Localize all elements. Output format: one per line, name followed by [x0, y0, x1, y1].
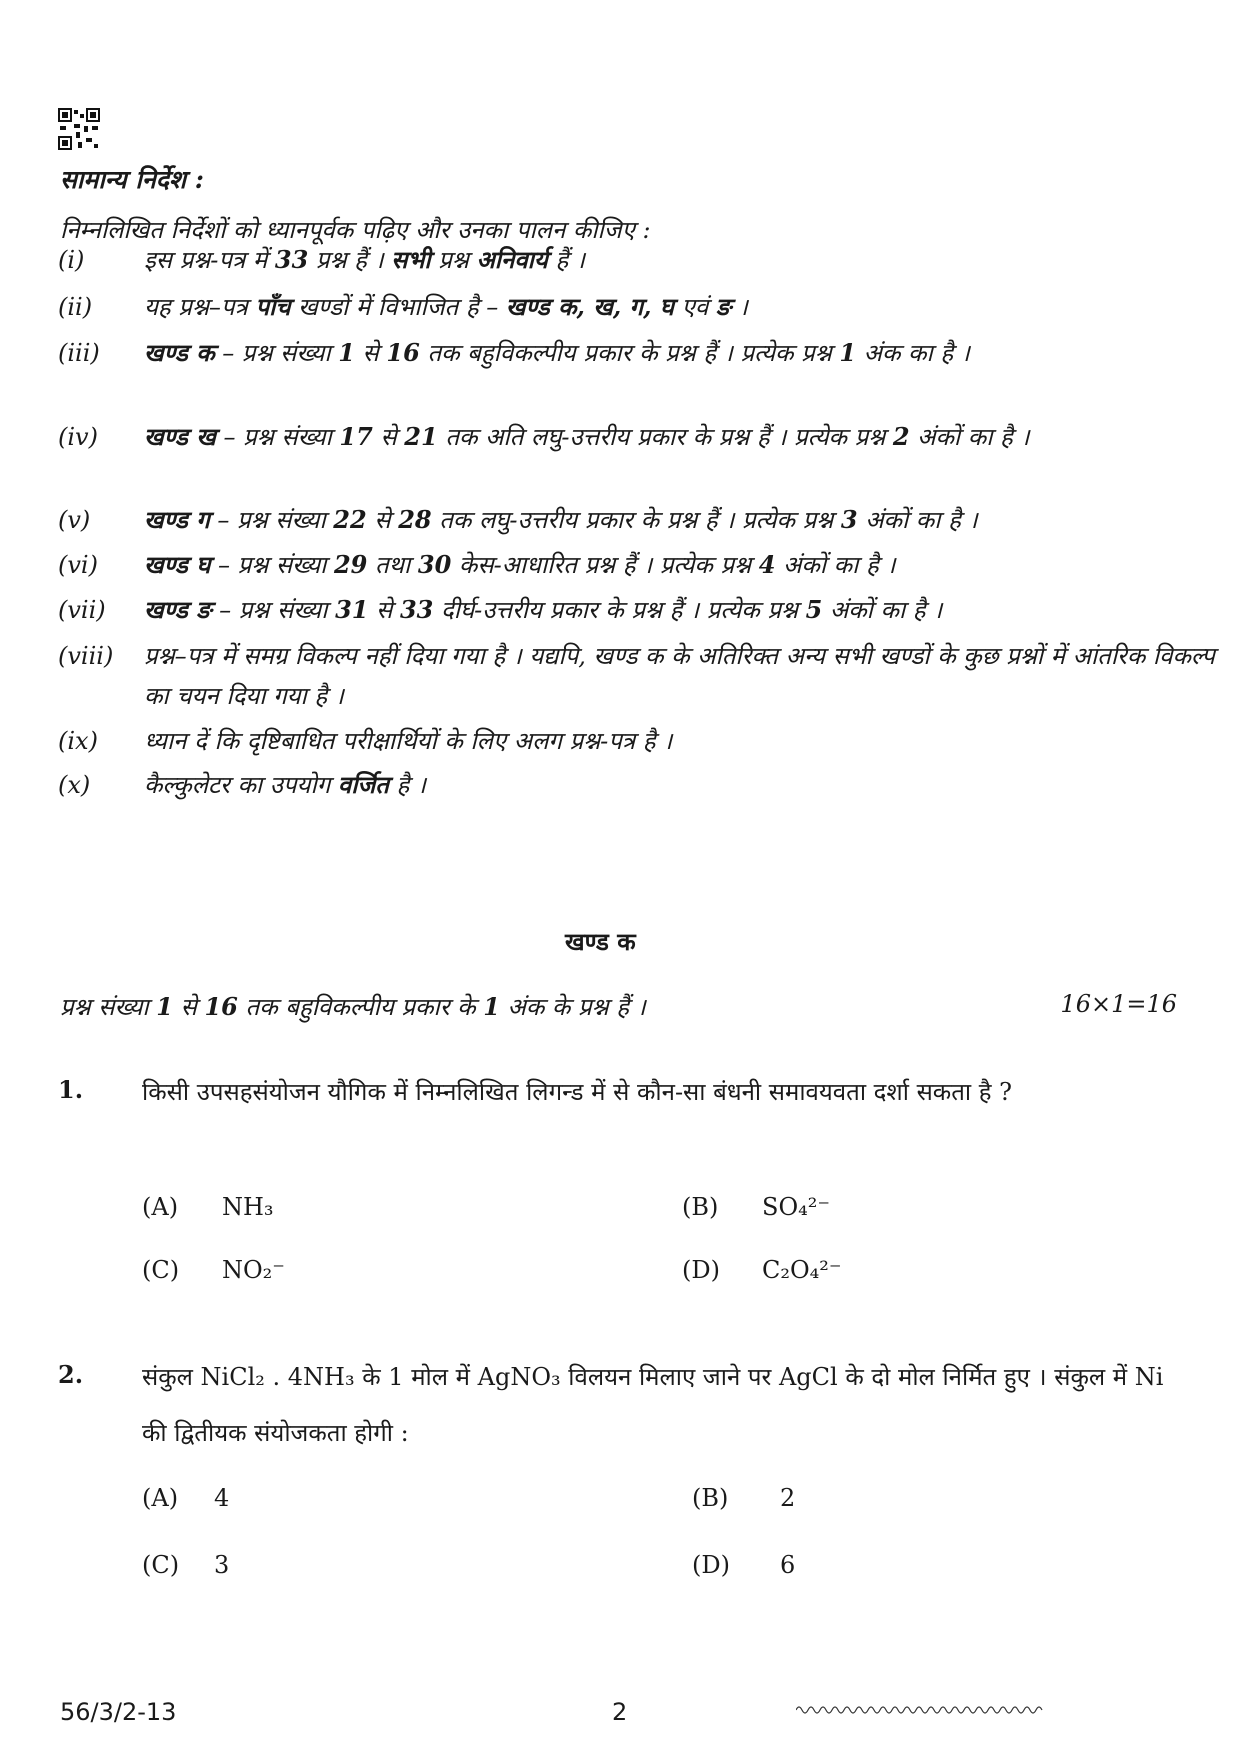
- instruction-text: [144, 636, 1241, 716]
- text-run: ध्यान दें कि दृष्टिबाधित परीक्षार्थियों के लिए अलग प्रश्न-पत्र है ।: [144, 727, 673, 755]
- text-run: अंकों का है ।: [822, 596, 943, 624]
- text-run: अंकों का है ।: [775, 551, 896, 579]
- emphasis-text: 29: [333, 550, 368, 579]
- text-run: है ।: [388, 771, 427, 799]
- emphasis-text: 16: [204, 992, 238, 1021]
- emphasis-text: खण्ड क: [144, 338, 215, 367]
- option-label: (B): [692, 1484, 729, 1512]
- option-d[interactable]: [692, 1551, 795, 1579]
- general-instructions-heading: सामान्य निर्देश :: [60, 165, 204, 194]
- instruction-number: (vi): [58, 551, 98, 579]
- text-run: तथा: [367, 551, 418, 579]
- option-a[interactable]: [142, 1193, 274, 1221]
- text-run: तक लघु-उत्तरीय प्रकार के प्रश्न हैं । प्रत्येक प्रश्न: [431, 506, 841, 534]
- emphasis-text: वर्जित: [337, 770, 389, 799]
- emphasis-text: अनिवार्य: [476, 245, 548, 274]
- text-run: इस प्रश्न-पत्र में: [144, 246, 275, 274]
- text-run: केस-आधारित प्रश्न हैं । प्रत्येक प्रश्न: [451, 551, 759, 579]
- option-label: (D): [682, 1256, 720, 1284]
- option-c[interactable]: [142, 1551, 229, 1579]
- text-run: यह प्रश्न–पत्र: [144, 293, 256, 321]
- instruction-text: [144, 500, 1241, 540]
- instruction-number: (x): [58, 771, 91, 799]
- instruction-text: [144, 333, 1241, 373]
- emphasis-text: 16: [386, 338, 420, 367]
- text-run: ।: [731, 293, 748, 321]
- text-run: अंकों का है ।: [909, 423, 1030, 451]
- instruction-number: (iii): [58, 339, 100, 367]
- option-value: 4: [214, 1484, 230, 1512]
- question-number: 1.: [58, 1075, 84, 1104]
- paper-code: 56/3/2-13: [60, 1698, 177, 1726]
- option-label: (A): [142, 1484, 179, 1512]
- text-run: से: [354, 339, 387, 367]
- text-run: – प्रश्न संख्या: [214, 339, 339, 367]
- instruction-text: [144, 287, 1241, 327]
- text-run: तक बहुविकल्पीय प्रकार के: [237, 993, 484, 1021]
- instruction-text: [144, 590, 1241, 630]
- option-value: 3: [214, 1551, 230, 1579]
- emphasis-text: पाँच: [255, 292, 291, 321]
- emphasis-text: खण्ड ख: [144, 422, 216, 451]
- instruction-text: [144, 545, 1241, 585]
- option-label: (C): [142, 1551, 180, 1579]
- emphasis-text: 28: [398, 505, 432, 534]
- text-run: – प्रश्न संख्या: [210, 551, 334, 579]
- option-a[interactable]: [142, 1484, 229, 1512]
- instruction-text: [144, 765, 1241, 805]
- emphasis-text: खण्ड ग: [144, 505, 210, 534]
- emphasis-text: 1: [839, 338, 857, 367]
- option-c[interactable]: [142, 1256, 285, 1284]
- emphasis-text: 22: [333, 505, 367, 534]
- emphasis-text: 30: [417, 550, 452, 579]
- text-run: से: [368, 596, 400, 624]
- text-run: प्रश्न हैं ।: [308, 246, 392, 274]
- emphasis-text: 1: [156, 992, 173, 1021]
- option-b[interactable]: [692, 1484, 795, 1512]
- text-run: प्रश्न–पत्र में समग्र विकल्प नहीं दिया गया है । यद्यपि, खण्ड क के अतिरिक्त अन्य सभी खण्डों के कुछ प्रश्नों में आंतरिक विकल्प का चयन दिया गया है ।: [144, 642, 1215, 710]
- question-text: संकुल NiCl₂ . 4NH₃ के 1 मोल में AgNO₃ विलयन मिलाए जाने पर AgCl के दो मोल निर्मित हुए । संकुल में Ni की द्वितीयक संयोजकता होगी :: [142, 1363, 1164, 1447]
- text-run: प्रश्न: [430, 246, 477, 274]
- text-run: तक अति लघु-उत्तरीय प्रकार के प्रश्न हैं । प्रत्येक प्रश्न: [437, 423, 893, 451]
- instruction-text: [144, 417, 1241, 457]
- instruction-number: (v): [58, 506, 91, 534]
- instruction-number: (ix): [58, 727, 98, 755]
- emphasis-text: 4: [758, 550, 776, 579]
- page-number: 2: [612, 1698, 628, 1726]
- emphasis-text: 2: [892, 422, 910, 451]
- question-number: 2.: [58, 1360, 84, 1389]
- text-run: – प्रश्न संख्या: [209, 506, 334, 534]
- option-value: NO₂⁻: [222, 1256, 285, 1284]
- option-label: (C): [142, 1256, 180, 1284]
- instruction-number: (iv): [58, 423, 98, 451]
- text-run: तक बहुविकल्पीय प्रकार के प्रश्न हैं । प्रत्येक प्रश्न: [419, 339, 840, 367]
- option-label: (D): [692, 1551, 730, 1579]
- option-value: 2: [780, 1484, 796, 1512]
- emphasis-text: 31: [335, 595, 369, 624]
- instruction-number: (ii): [58, 293, 93, 321]
- text-run: से: [366, 506, 399, 534]
- option-value: NH₃: [222, 1193, 274, 1221]
- instruction-number: (i): [58, 246, 85, 274]
- option-label: (A): [142, 1193, 179, 1221]
- qr-code-icon: [58, 108, 100, 150]
- text-run: – प्रश्न संख्या: [215, 423, 340, 451]
- emphasis-text: सभी: [391, 245, 431, 274]
- text-run: दीर्घ-उत्तरीय प्रकार के प्रश्न हैं । प्रत्येक प्रश्न: [433, 596, 806, 624]
- text-run: खण्डों में विभाजित है –: [290, 293, 506, 321]
- instruction-number: (vii): [58, 596, 106, 624]
- text-run: अंकों का है ।: [857, 506, 978, 534]
- text-run: अंक का है ।: [856, 339, 970, 367]
- emphasis-text: 21: [404, 422, 438, 451]
- option-value: SO₄²⁻: [762, 1193, 831, 1221]
- emphasis-text: 17: [339, 422, 373, 451]
- text-run: एवं: [673, 293, 716, 321]
- option-value: C₂O₄²⁻: [762, 1256, 842, 1284]
- emphasis-text: 1: [338, 338, 355, 367]
- instruction-text: [144, 721, 1241, 761]
- instructions-intro: निम्नलिखित निर्देशों को ध्यानपूर्वक पढ़िए और उनका पालन कीजिए :: [60, 216, 651, 244]
- question-text: किसी उपसहसंयोजन यौगिक में निम्नलिखित लिगन्ड में से कौन-सा बंधनी समावयवता दर्शा सकता है ?: [142, 1078, 1013, 1106]
- emphasis-text: 1: [483, 992, 500, 1021]
- text-run: प्रश्न संख्या: [60, 993, 157, 1021]
- emphasis-text: खण्ड घ: [144, 550, 211, 579]
- emphasis-text: 33: [399, 595, 434, 624]
- wavy-line-decoration: [796, 1702, 1046, 1718]
- emphasis-text: खण्ड ङ: [144, 595, 212, 624]
- option-b[interactable]: [682, 1193, 830, 1221]
- section-description: [60, 990, 646, 1023]
- text-run: कैल्कुलेटर का उपयोग: [144, 771, 338, 799]
- text-run: – प्रश्न संख्या: [211, 596, 336, 624]
- emphasis-text: खण्ड क, ख, ग, घ: [505, 292, 674, 321]
- option-label: (B): [682, 1193, 719, 1221]
- section-marks: 16×1=16: [1060, 990, 1177, 1018]
- section-title: खण्ड क: [565, 927, 636, 956]
- option-value: 6: [780, 1551, 796, 1579]
- emphasis-text: 33: [274, 245, 309, 274]
- emphasis-text: 3: [840, 505, 858, 534]
- option-d[interactable]: [682, 1256, 842, 1284]
- text-run: से: [372, 423, 405, 451]
- text-run: से: [173, 993, 205, 1021]
- instruction-text: [144, 240, 1241, 280]
- text-run: अंक के प्रश्न हैं ।: [499, 993, 646, 1021]
- emphasis-text: ङ: [715, 292, 732, 321]
- emphasis-text: 5: [805, 595, 823, 624]
- instruction-number: (viii): [58, 642, 114, 670]
- text-run: हैं ।: [547, 246, 585, 274]
